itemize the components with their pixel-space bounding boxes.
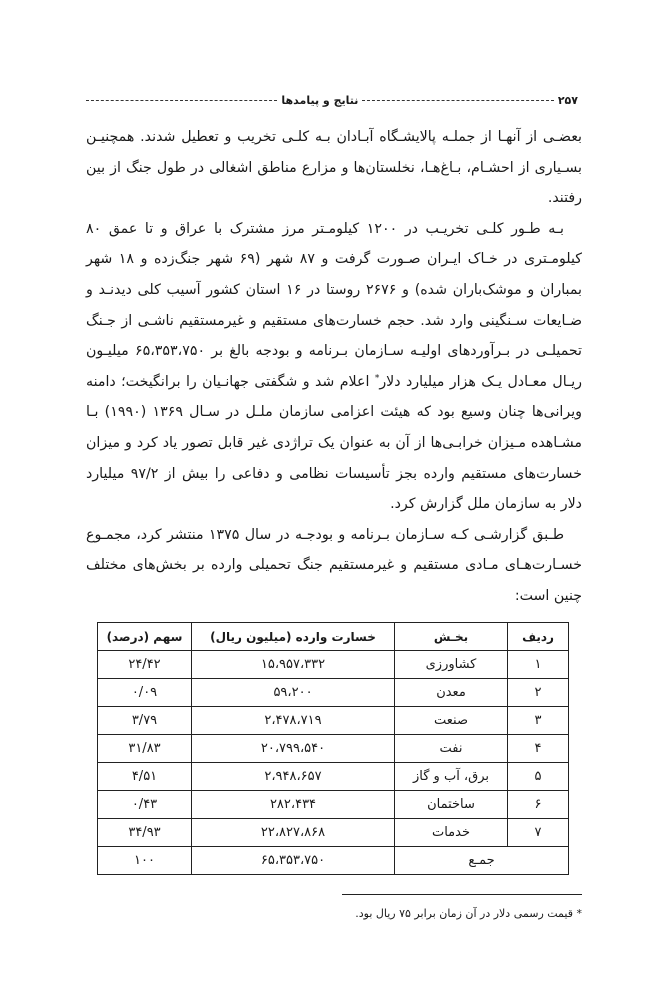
cell-share: ۳/۷۹ bbox=[98, 707, 192, 735]
table-header-row bbox=[98, 623, 569, 651]
cell-share: ۰/۴۳ bbox=[98, 791, 192, 819]
total-label: جمـع bbox=[395, 847, 569, 875]
table-row bbox=[98, 651, 569, 679]
body-text bbox=[86, 122, 582, 612]
cell-row-number: ۲ bbox=[508, 679, 569, 707]
cell-row-number: ۷ bbox=[508, 819, 569, 847]
cell-row-number: ۱ bbox=[508, 651, 569, 679]
cell-damage: ۲۸۲،۴۳۴ bbox=[192, 791, 395, 819]
cell-sector: ساختمان bbox=[395, 791, 508, 819]
paragraph-2-continued: اعلام شد و شگفتی جهانـیان را برانگیخت؛ دامنه ویرانی‌ها چنان وسیع بود که هیئت اعزامی سازمان ملـل در سـال ۱۳۶۹ (۱۹۹۰) بـا مشـاهده مـیزان خرابـی‌ها از آن به عنوان یک تراژدی غیر قابل تصور یاد کرد و میزان خسارت‌های مستقیم وارده بجز تأسیسات نظامی و دفاعی را بیش از ۹۷/۲ میلیارد دلار به سازمان ملل گزارش کرد. bbox=[86, 373, 582, 513]
table-row bbox=[98, 791, 569, 819]
cell-row-number: ۶ bbox=[508, 791, 569, 819]
table-row bbox=[98, 763, 569, 791]
running-title: نتایج و پیامدها bbox=[281, 93, 359, 107]
paragraph-1: بعضـی از آنهـا از جملـه پالایشـگاه آبـادان بـه کلـی تخریب و تعطیل شدند. همچنیـن بسـیاری از احشـام، بـاغ‌هـا، نخلستان‌ها و مزارع مناطق اشغالی در طول جنگ از بین رفتند. bbox=[86, 129, 582, 207]
cell-share: ۳۴/۹۳ bbox=[98, 819, 192, 847]
paragraph-2-text: بـه طـور کلـی تخریـب در ۱۲۰۰ کیلومـتر مرز مشترک با عراق و تا عمق ۸۰ کیلومـتری در خـاک ایـران صـورت گرفت و ۸۷ شهر (۶۹ شهر جنگ‌زده و ۱۸ شهر بمباران و موشک‌باران شده) و ۲۶۷۶ روستا در ۱۶ استان کشور آسیب کلی دیدنـد و ضـایعات سـنگینی وارد شد. حجم خسارت‌های مستقیم و غیرمستقیم ناشـی از جـنگ تحمیلـی در بـرآوردهای اولیـه سـازمان بـرنامه و بودجه بالغ بر ۶۵،۳۵۳،۷۵۰ میلیـون ریـال معـادل یـک هزار میلیارد دلار bbox=[86, 220, 583, 390]
total-damage: ۶۵،۳۵۳،۷۵۰ bbox=[192, 847, 395, 875]
cell-sector: کشاورزی bbox=[395, 651, 508, 679]
paragraph-3: طـبق گزارشـی کـه سـازمان بـرنامه و بودجـه در سال ۱۳۷۵ منتشر کرد، مجمـوع خسـارت‌هـای مـادی مستقیم و غیرمستقیم جنگ تحمیلی وارده بر بخش‌های مختلف چنین است: bbox=[86, 526, 582, 604]
header-dash-rule bbox=[86, 100, 277, 101]
cell-share: ۰/۰۹ bbox=[98, 679, 192, 707]
cell-sector: خدمات bbox=[395, 819, 508, 847]
table-body bbox=[98, 651, 569, 847]
cell-sector: نفت bbox=[395, 735, 508, 763]
table-row bbox=[98, 819, 569, 847]
cell-share: ۲۴/۴۲ bbox=[98, 651, 192, 679]
table-row bbox=[98, 679, 569, 707]
cell-row-number: ۴ bbox=[508, 735, 569, 763]
war-damage-table bbox=[97, 622, 569, 875]
header-sector: بخـش bbox=[395, 623, 508, 651]
running-header bbox=[86, 92, 582, 108]
cell-damage: ۲۰،۷۹۹،۵۴۰ bbox=[192, 735, 395, 763]
table-row bbox=[98, 735, 569, 763]
total-share: ۱۰۰ bbox=[98, 847, 192, 875]
cell-sector: صنعت bbox=[395, 707, 508, 735]
footnote: * قیمت رسمی دلار در آن زمان برابر ۷۵ ریال بود. bbox=[355, 907, 582, 920]
cell-damage: ۱۵،۹۵۷،۳۳۲ bbox=[192, 651, 395, 679]
footnote-rule bbox=[342, 894, 582, 895]
cell-damage: ۲،۴۷۸،۷۱۹ bbox=[192, 707, 395, 735]
header-share: سهم (درصد) bbox=[98, 623, 192, 651]
footnote-marker: * bbox=[374, 373, 380, 384]
header-row-number: ردیف bbox=[508, 623, 569, 651]
cell-share: ۴/۵۱ bbox=[98, 763, 192, 791]
table-row bbox=[98, 707, 569, 735]
cell-row-number: ۵ bbox=[508, 763, 569, 791]
cell-damage: ۵۹،۲۰۰ bbox=[192, 679, 395, 707]
cell-damage: ۲۲،۸۲۷،۸۶۸ bbox=[192, 819, 395, 847]
table-total-row bbox=[98, 847, 569, 875]
paragraph-2 bbox=[86, 214, 582, 520]
page-number: ۲۵۷ bbox=[557, 93, 578, 107]
header-dash-rule bbox=[362, 100, 553, 101]
cell-sector: معدن bbox=[395, 679, 508, 707]
cell-row-number: ۳ bbox=[508, 707, 569, 735]
cell-share: ۳۱/۸۳ bbox=[98, 735, 192, 763]
header-damage: خسارت وارده (میلیون ریال) bbox=[192, 623, 395, 651]
cell-sector: برق، آب و گاز bbox=[395, 763, 508, 791]
cell-damage: ۲،۹۴۸،۶۵۷ bbox=[192, 763, 395, 791]
